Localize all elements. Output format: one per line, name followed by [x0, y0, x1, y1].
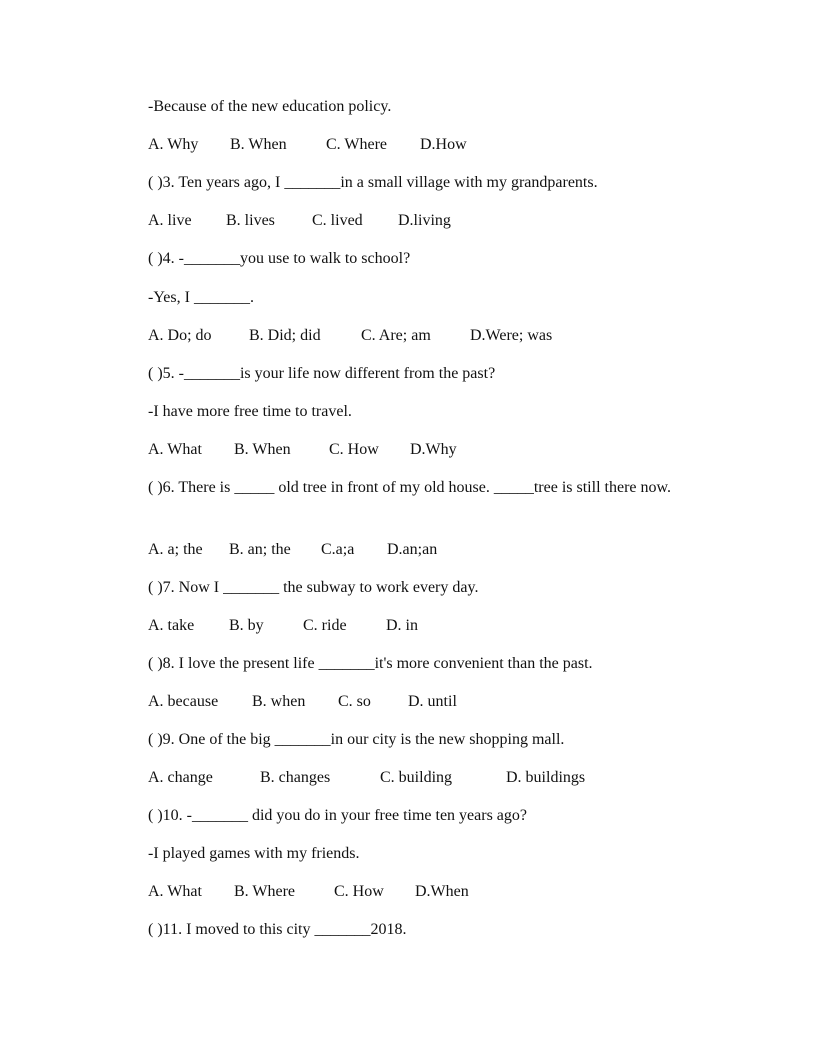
option: C. so — [338, 693, 371, 710]
option: A. What — [148, 441, 202, 458]
option: B. When — [230, 136, 287, 153]
question-10: ( )10. -_______ did you do in your free time ten years ago? — [148, 807, 528, 824]
option: B. When — [234, 441, 291, 458]
options-row — [148, 440, 457, 460]
option: A. a; the — [148, 541, 203, 558]
option: A. live — [148, 212, 192, 229]
option: A. Why — [148, 136, 199, 153]
option: D.Were; was — [470, 327, 553, 344]
answer-line: -Yes, I _______. — [148, 289, 254, 306]
question-6: ( )6. There is _____ old tree in front of my old house. _____tree is still there now. — [148, 479, 672, 496]
options-row — [148, 326, 552, 346]
answer-line: -I have more free time to travel. — [148, 403, 352, 420]
option: A. change — [148, 769, 213, 786]
option: A. Do; do — [148, 327, 212, 344]
option: D.How — [420, 136, 467, 153]
options-row — [148, 135, 467, 155]
option: C. ride — [303, 617, 347, 634]
options-row — [148, 211, 451, 231]
option: B. by — [229, 617, 264, 634]
question-5: ( )5. -_______is your life now different from the past? — [148, 365, 496, 382]
option: D.Why — [410, 441, 457, 458]
option: C. building — [380, 769, 453, 786]
option: D. until — [408, 693, 457, 710]
option: B. an; the — [229, 541, 291, 558]
question-4: ( )4. -_______you use to walk to school? — [148, 250, 411, 267]
answer-line: -I played games with my friends. — [148, 845, 360, 862]
option: D. buildings — [506, 769, 586, 786]
question-8: ( )8. I love the present life _______it's more convenient than the past. — [148, 655, 593, 672]
question-9: ( )9. One of the big _______in our city is the new shopping mall. — [148, 731, 565, 748]
option: B. when — [252, 693, 306, 710]
option: B. Did; did — [249, 327, 321, 344]
option: B. Where — [234, 883, 296, 900]
options-row — [148, 540, 437, 560]
option: C.a;a — [321, 541, 355, 558]
options-row — [148, 768, 585, 788]
option: D. in — [386, 617, 418, 634]
option: B. lives — [226, 212, 275, 229]
option: D.living — [398, 212, 451, 229]
option: C. Are; am — [361, 327, 431, 344]
option: A. What — [148, 883, 202, 900]
options-row — [148, 616, 418, 636]
question-7: ( )7. Now I _______ the subway to work every day. — [148, 579, 479, 596]
option: A. because — [148, 693, 219, 710]
question-3: ( )3. Ten years ago, I _______in a small village with my grandparents. — [148, 174, 598, 191]
options-row — [148, 882, 469, 902]
option: C. How — [329, 441, 379, 458]
option: C. lived — [312, 212, 363, 229]
question-11: ( )11. I moved to this city _______2018. — [148, 921, 407, 938]
option: D.When — [415, 883, 469, 900]
option: D.an;an — [387, 541, 438, 558]
answer-line: -Because of the new education policy. — [148, 98, 392, 115]
option: C. Where — [326, 136, 388, 153]
option: B. changes — [260, 769, 331, 786]
option: A. take — [148, 617, 195, 634]
options-row — [148, 692, 457, 712]
option: C. How — [334, 883, 384, 900]
